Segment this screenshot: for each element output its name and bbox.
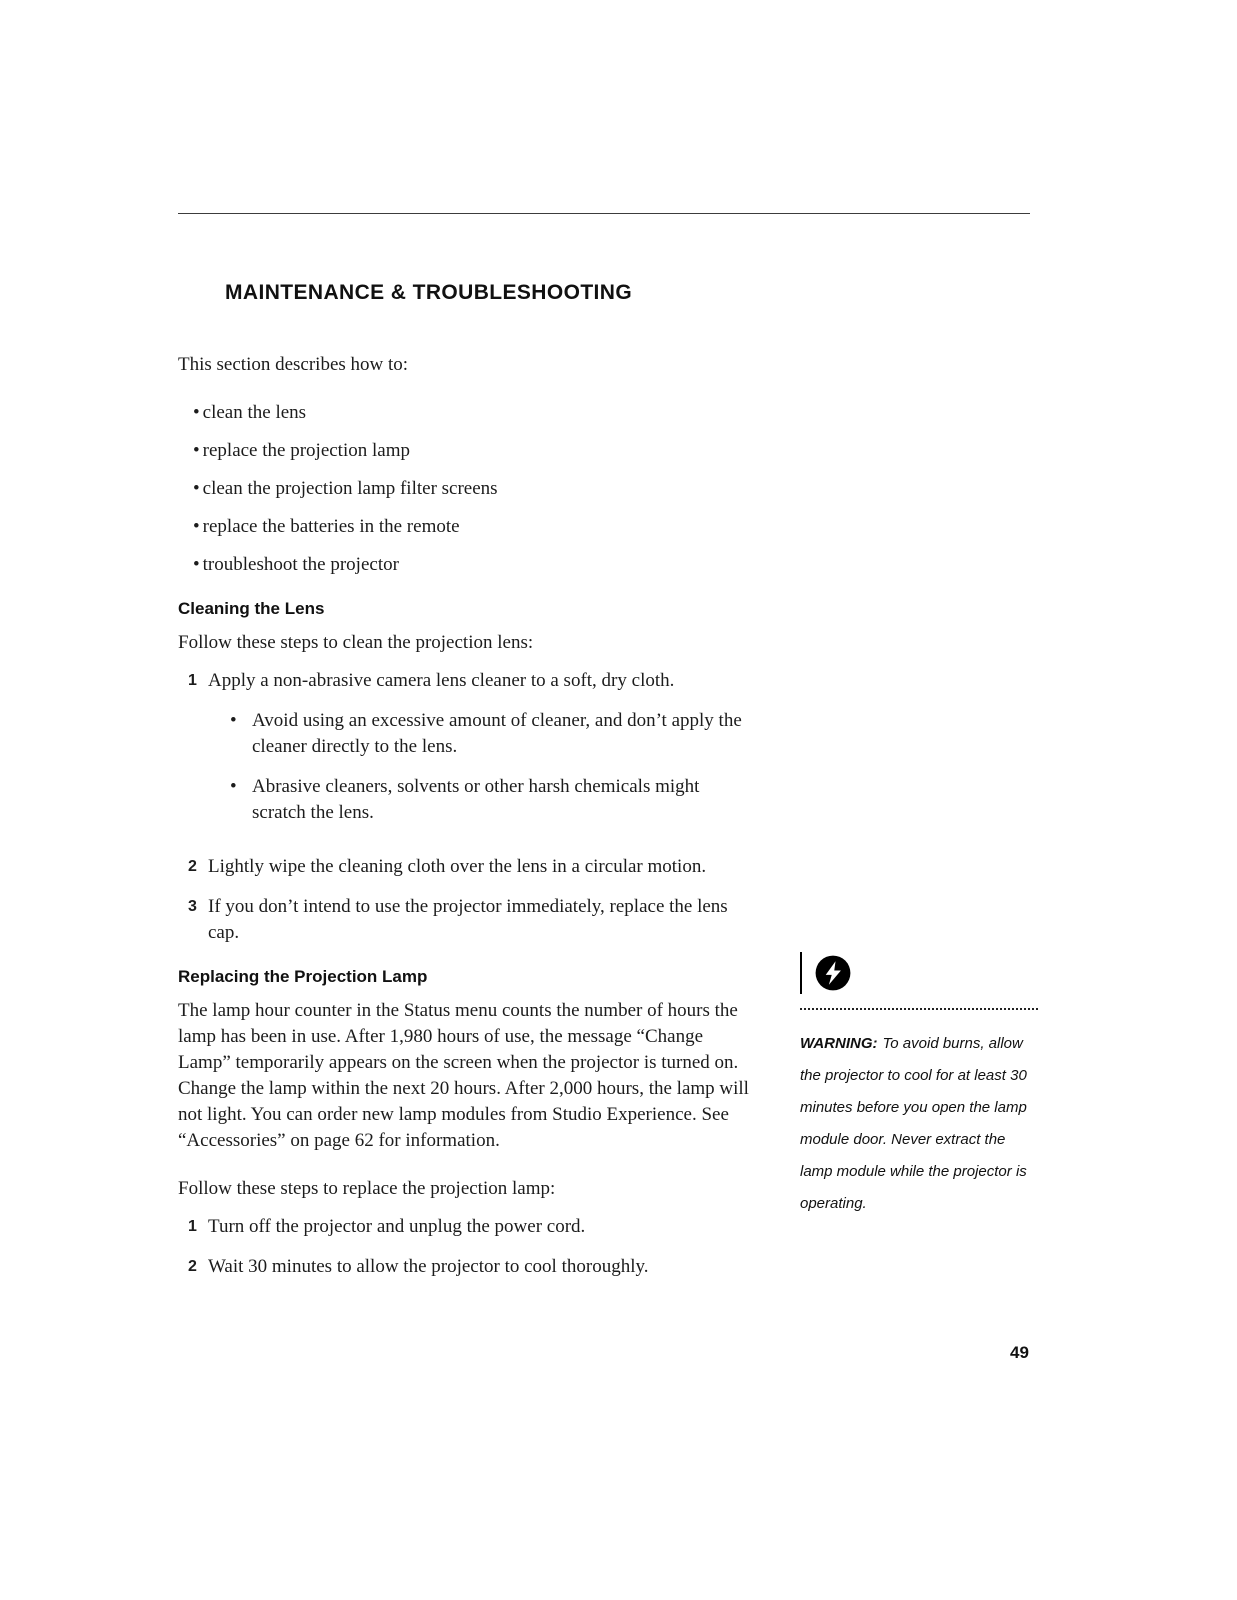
numbered-step	[178, 854, 756, 880]
step-body	[208, 668, 756, 840]
list-item	[193, 438, 756, 464]
numbered-step	[178, 1214, 756, 1240]
step-number: 1	[188, 1218, 197, 1235]
main-text-column	[178, 352, 756, 1294]
step-text: Lightly wipe the cleaning cloth over the lens in a circular motion.	[208, 856, 707, 877]
list-item	[193, 552, 756, 578]
warning-icon-row	[800, 950, 1038, 996]
bullet-icon: •	[193, 554, 200, 575]
list-item	[230, 708, 756, 760]
intro-bullet-list	[193, 400, 756, 578]
bullet-text: replace the batteries in the remote	[202, 516, 460, 537]
replacing-intro-text: Follow these steps to replace the projection lamp:	[178, 1178, 556, 1199]
sub-bullet-list	[230, 708, 756, 826]
list-item	[193, 400, 756, 426]
bullet-icon: •	[193, 402, 200, 423]
list-item	[193, 514, 756, 540]
bullet-icon: •	[193, 516, 200, 537]
numbered-step	[178, 894, 756, 946]
cleaning-intro-text: Follow these steps to clean the projection lens:	[178, 632, 534, 653]
margin-rule	[800, 952, 802, 994]
list-item	[193, 476, 756, 502]
intro-text: This section describes how to:	[178, 354, 409, 375]
bullet-icon: •	[193, 478, 200, 499]
lamp-hours-paragraph: The lamp hour counter in the Status menu counts the number of hours the lamp has been in use. After 1,980 hours of use, the message “Change Lamp” temporarily appears on the screen when the projector is turned on. Change the lamp within the next 20 hours. After 2,000 hours, the lamp will not light. You can order new lamp modules from Studio Experience. See “Accessories” on page 62 for information.	[178, 1000, 749, 1151]
step-number: 2	[188, 858, 197, 875]
step-text: Turn off the projector and unplug the power cord.	[208, 1216, 586, 1237]
bullet-text: Avoid using an excessive amount of cleaner, and don’t apply the cleaner directly to the lens.	[252, 710, 742, 757]
step-number: 1	[188, 672, 197, 689]
warning-body-text: To avoid burns, allow the projector to cool for at least 30 minutes before you open the lamp module door. Never extract the lamp module while the projector is operating.	[800, 1035, 1027, 1212]
bullet-text: troubleshoot the projector	[202, 554, 399, 575]
warning-label: WARNING:	[800, 1035, 878, 1052]
bullet-text: replace the projection lamp	[202, 440, 410, 461]
bullet-text: clean the lens	[202, 402, 307, 423]
step-text: Wait 30 minutes to allow the projector to cool thoroughly.	[208, 1256, 649, 1277]
numbered-step	[178, 668, 756, 840]
step-text: Apply a non-abrasive camera lens cleaner to a soft, dry cloth.	[208, 670, 675, 691]
step-number: 3	[188, 898, 197, 915]
dotted-divider	[800, 1008, 1038, 1010]
header-rule	[178, 213, 1030, 214]
subheading-replacing-the-projection-lamp: Replacing the Projection Lamp	[178, 967, 428, 986]
bullet-icon: •	[230, 776, 237, 797]
page-title: MAINTENANCE & TROUBLESHOOTING	[225, 281, 633, 304]
lightning-bolt-icon	[814, 954, 852, 992]
warning-sidebar	[800, 950, 1038, 1220]
numbered-step	[178, 1254, 756, 1280]
bullet-text: Abrasive cleaners, solvents or other harsh chemicals might scratch the lens.	[252, 776, 700, 823]
warning-note	[800, 1028, 1038, 1220]
page-number: 49	[1010, 1343, 1029, 1362]
bullet-icon: •	[193, 440, 200, 461]
list-item	[230, 774, 756, 826]
bullet-text: clean the projection lamp filter screens	[202, 478, 498, 499]
subheading-cleaning-the-lens: Cleaning the Lens	[178, 599, 325, 618]
step-number: 2	[188, 1258, 197, 1275]
bullet-icon: •	[230, 710, 237, 731]
step-text: If you don’t intend to use the projector immediately, replace the lens cap.	[208, 896, 728, 943]
